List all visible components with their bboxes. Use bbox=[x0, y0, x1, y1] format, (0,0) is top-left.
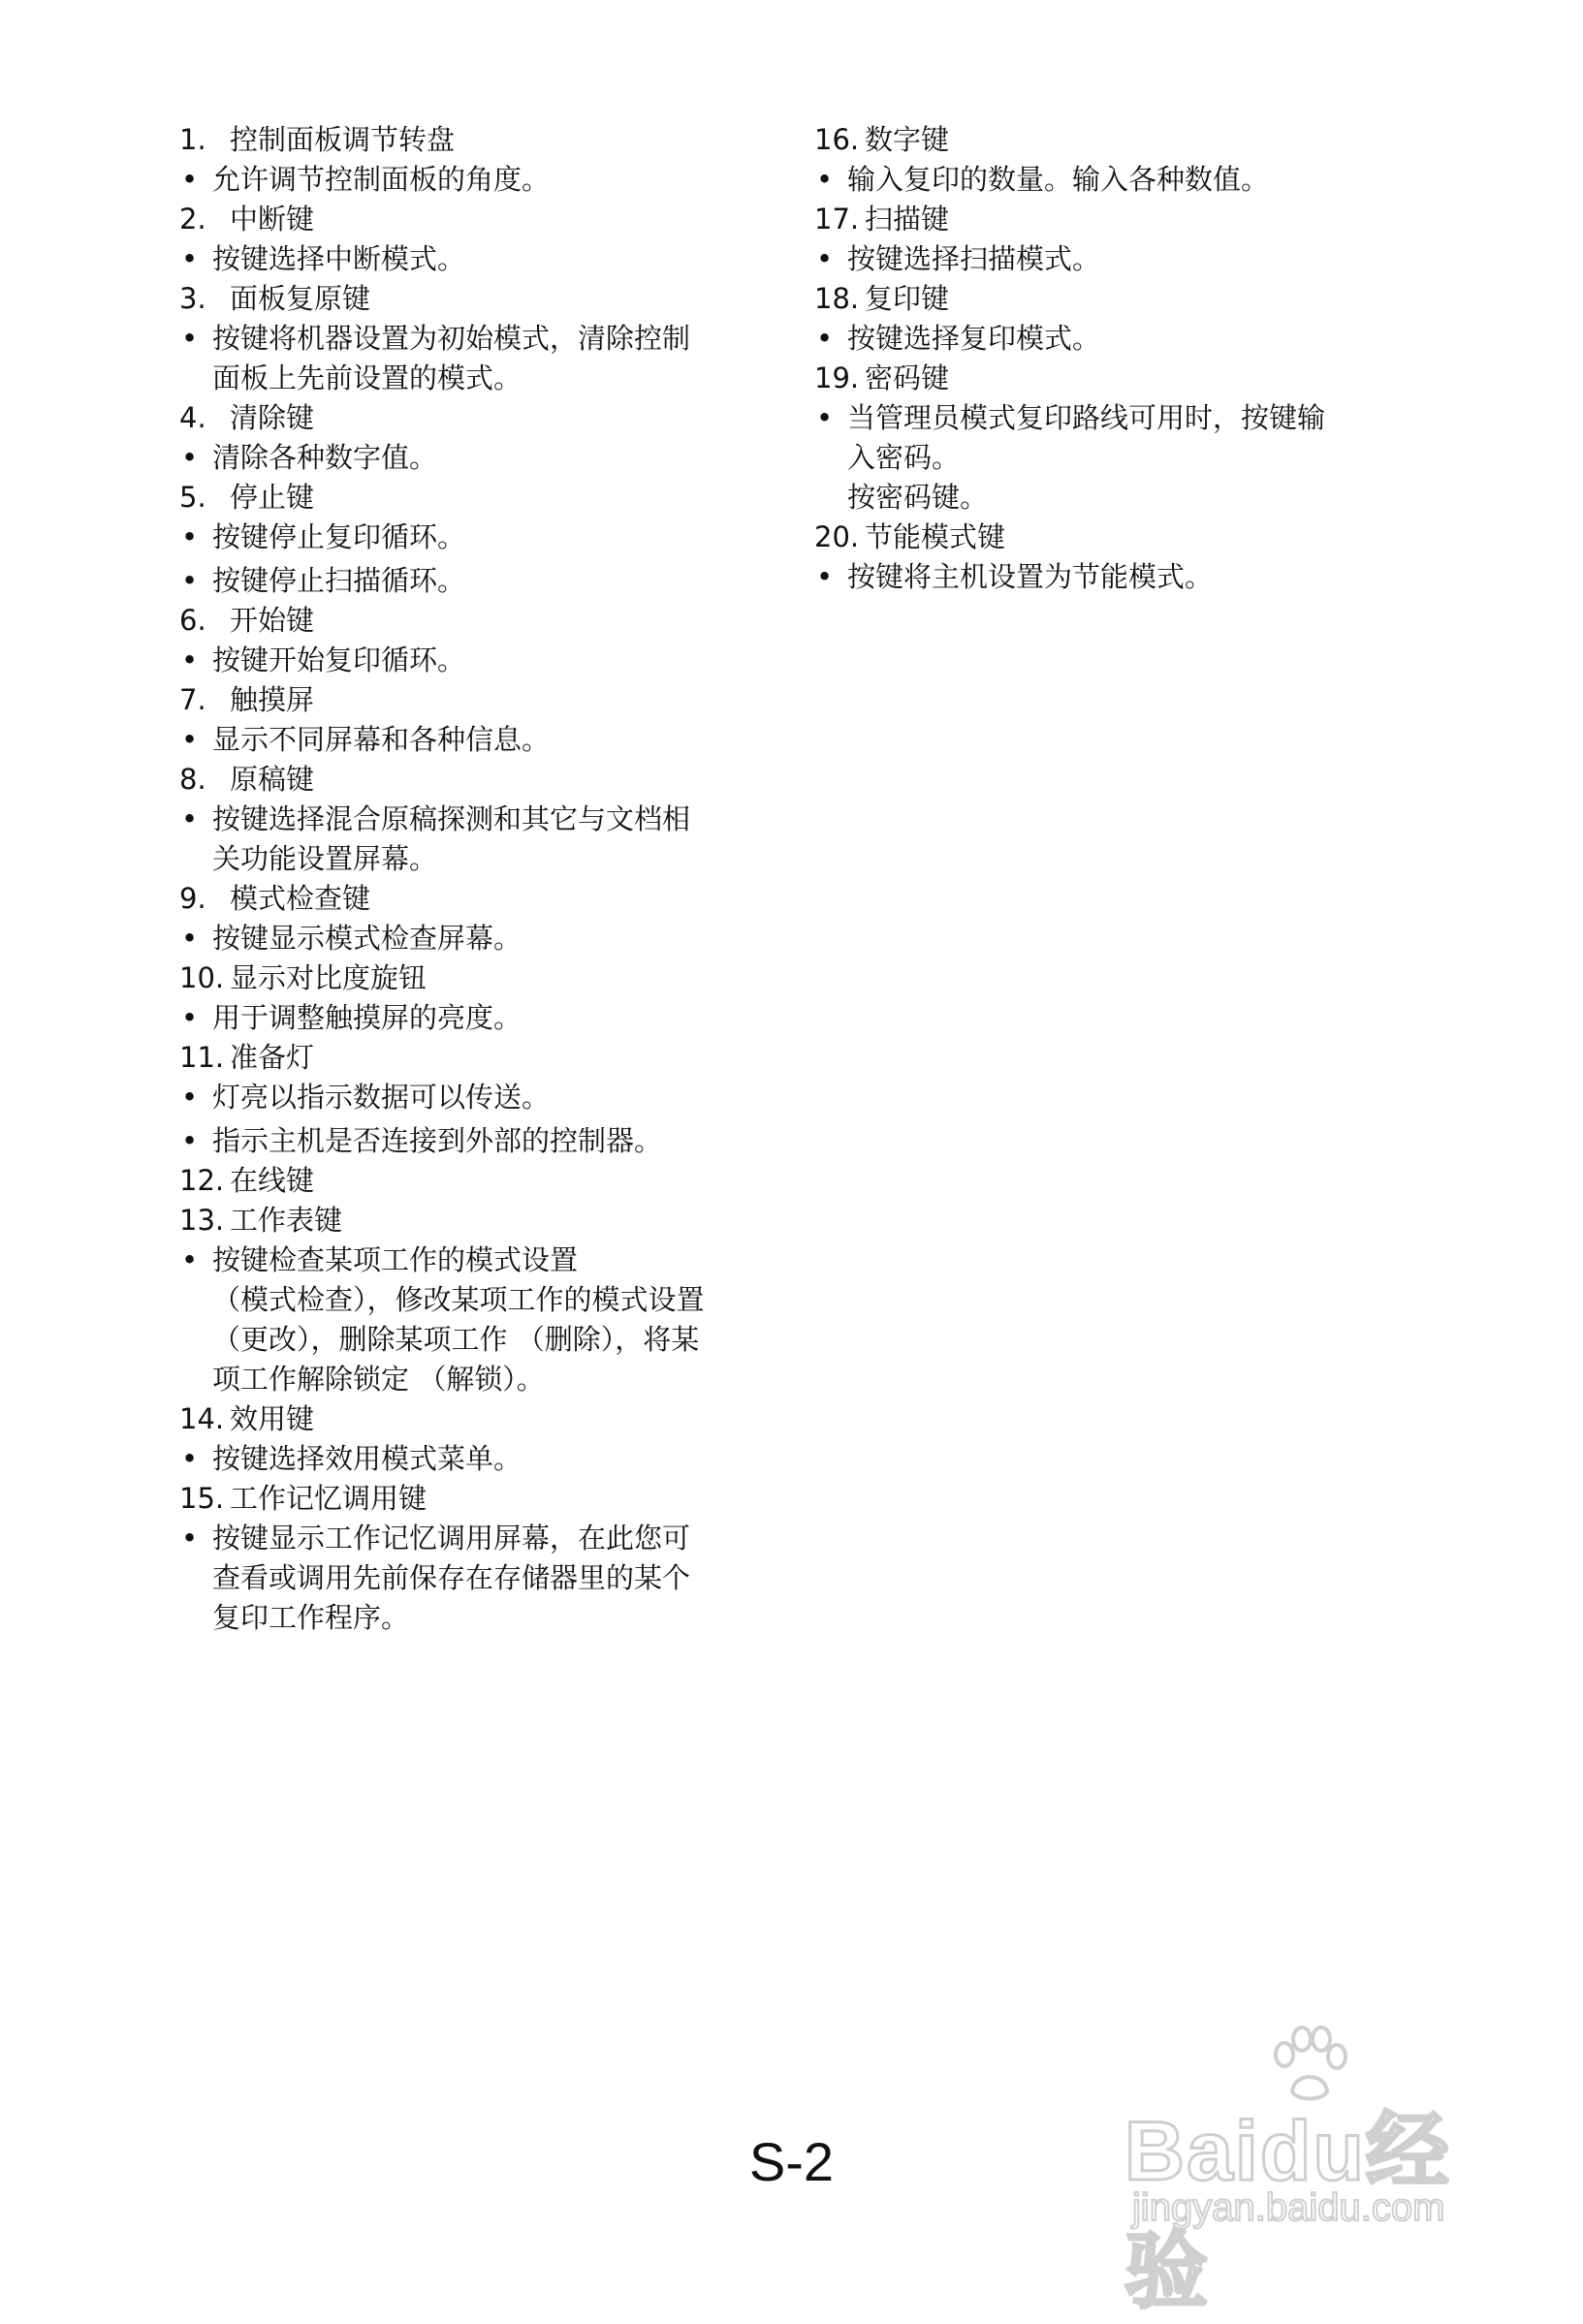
watermark-brand: Baidu经验 bbox=[1124, 2105, 1451, 2318]
item-heading bbox=[179, 879, 771, 919]
item-number: 6. bbox=[179, 604, 206, 637]
bullet-continuation: 入密码。 bbox=[847, 441, 961, 474]
item-heading bbox=[814, 518, 1415, 557]
item-heading bbox=[814, 120, 1415, 160]
bullet-text: • 按键显示工作记忆调用屏幕，在此您可 bbox=[179, 1519, 771, 1558]
item-number: 14. bbox=[179, 1402, 225, 1435]
item-title: 控制面板调节转盘 bbox=[230, 123, 456, 156]
item-heading bbox=[179, 760, 771, 800]
bullet-text: • 按键选择中断模式。 bbox=[179, 239, 771, 279]
item-number: 12. bbox=[179, 1164, 225, 1197]
bullet-continuation: 项工作解除锁定 （解锁）。 bbox=[212, 1363, 545, 1396]
watermark-url: jingyan.baidu.com bbox=[1132, 2186, 1445, 2229]
item-title: 在线键 bbox=[230, 1164, 315, 1197]
item-title: 工作表键 bbox=[230, 1204, 343, 1237]
item-number: 1. bbox=[179, 123, 206, 156]
bullet-continuation: 面板上先前设置的模式。 bbox=[212, 361, 522, 394]
item-title: 面板复原键 bbox=[230, 282, 371, 315]
bullet-continuation: （更改），删除某项工作 （删除），将某 bbox=[212, 1323, 700, 1356]
item-heading bbox=[814, 279, 1415, 319]
bullet-text: • 指示主机是否连接到外部的控制器。 bbox=[179, 1121, 771, 1161]
item-number: 17. bbox=[814, 203, 860, 236]
item-title: 清除键 bbox=[230, 401, 315, 434]
item-heading bbox=[179, 279, 771, 319]
bullet-text: • 显示不同屏幕和各种信息。 bbox=[179, 720, 771, 760]
bullet-text: • 输入复印的数量。输入各种数值。 bbox=[814, 160, 1415, 200]
item-heading bbox=[179, 1161, 771, 1201]
item-title: 原稿键 bbox=[230, 763, 315, 796]
item-title: 工作记忆调用键 bbox=[230, 1482, 427, 1515]
bullet-text: • 按键选择效用模式菜单。 bbox=[179, 1439, 771, 1479]
item-title: 显示对比度旋钮 bbox=[230, 961, 427, 994]
item-number: 10. bbox=[179, 961, 225, 994]
bullet-text: • 清除各种数字值。 bbox=[179, 438, 771, 478]
bullet-text: • 按键将主机设置为节能模式。 bbox=[814, 557, 1415, 597]
bullet-text: • 当管理员模式复印路线可用时，按键输 bbox=[814, 398, 1415, 438]
bullet-text: • 用于调整触摸屏的亮度。 bbox=[179, 998, 771, 1038]
item-title: 扫描键 bbox=[865, 203, 950, 236]
bullet-continuation: 查看或调用先前保存在存储器里的某个 bbox=[212, 1561, 691, 1594]
item-number: 15. bbox=[179, 1482, 225, 1515]
item-title: 停止键 bbox=[230, 481, 315, 514]
bullet-continuation: 关功能设置屏幕。 bbox=[212, 842, 438, 875]
right-column bbox=[814, 120, 1415, 597]
item-title: 触摸屏 bbox=[230, 683, 315, 716]
item-heading bbox=[179, 478, 771, 518]
item-heading bbox=[179, 1038, 771, 1078]
page-number: S-2 bbox=[748, 2131, 835, 2192]
item-heading bbox=[179, 680, 771, 720]
item-heading bbox=[179, 1479, 771, 1519]
bullet-text: • 允许调节控制面板的角度。 bbox=[179, 160, 771, 200]
bullet-text: • 按键停止扫描循环。 bbox=[179, 561, 771, 601]
bullet-continuation: 按密码键。 bbox=[847, 481, 989, 514]
bullet-text: • 按键选择扫描模式。 bbox=[814, 239, 1415, 279]
item-title: 中断键 bbox=[230, 203, 315, 236]
item-number: 20. bbox=[814, 520, 860, 553]
item-title: 节能模式键 bbox=[865, 520, 1006, 553]
bullet-continuation: （模式检查），修改某项工作的模式设置 bbox=[212, 1283, 705, 1316]
item-heading bbox=[179, 601, 771, 641]
bullet-text: • 按键选择复印模式。 bbox=[814, 319, 1415, 359]
item-heading bbox=[814, 359, 1415, 398]
bullet-text: • 按键检查某项工作的模式设置 bbox=[179, 1241, 771, 1280]
item-number: 11. bbox=[179, 1041, 225, 1074]
item-title: 开始键 bbox=[230, 604, 315, 637]
item-number: 7. bbox=[179, 683, 206, 716]
bullet-text: • 按键将机器设置为初始模式，清除控制 bbox=[179, 319, 771, 359]
bullet-text: • 按键开始复印循环。 bbox=[179, 641, 771, 680]
item-number: 13. bbox=[179, 1204, 225, 1237]
item-heading bbox=[179, 958, 771, 998]
item-title: 模式检查键 bbox=[230, 882, 371, 915]
item-number: 16. bbox=[814, 123, 860, 156]
item-heading bbox=[179, 1201, 771, 1241]
item-title: 效用键 bbox=[230, 1402, 315, 1435]
bullet-continuation: 复印工作程序。 bbox=[212, 1601, 410, 1634]
item-heading bbox=[179, 200, 771, 239]
item-heading bbox=[179, 1399, 771, 1439]
item-number: 5. bbox=[179, 481, 206, 514]
item-number: 19. bbox=[814, 361, 860, 394]
item-title: 数字键 bbox=[865, 123, 950, 156]
bullet-text: • 灯亮以指示数据可以传送。 bbox=[179, 1078, 771, 1117]
bullet-text: • 按键选择混合原稿探测和其它与文档相 bbox=[179, 800, 771, 839]
bullet-text: • 按键显示模式检查屏幕。 bbox=[179, 919, 771, 958]
item-title: 密码键 bbox=[865, 361, 950, 394]
item-heading bbox=[814, 200, 1415, 239]
bullet-text: • 按键停止复印循环。 bbox=[179, 518, 771, 557]
item-heading bbox=[179, 398, 771, 438]
item-title: 准备灯 bbox=[230, 1041, 315, 1074]
item-number: 8. bbox=[179, 763, 206, 796]
item-number: 9. bbox=[179, 882, 206, 915]
item-number: 4. bbox=[179, 401, 206, 434]
left-column bbox=[179, 120, 771, 1638]
item-number: 3. bbox=[179, 282, 206, 315]
item-heading bbox=[179, 120, 771, 160]
item-title: 复印键 bbox=[865, 282, 950, 315]
baidu-watermark bbox=[1115, 2026, 1503, 2318]
item-number: 18. bbox=[814, 282, 860, 315]
item-number: 2. bbox=[179, 203, 206, 236]
